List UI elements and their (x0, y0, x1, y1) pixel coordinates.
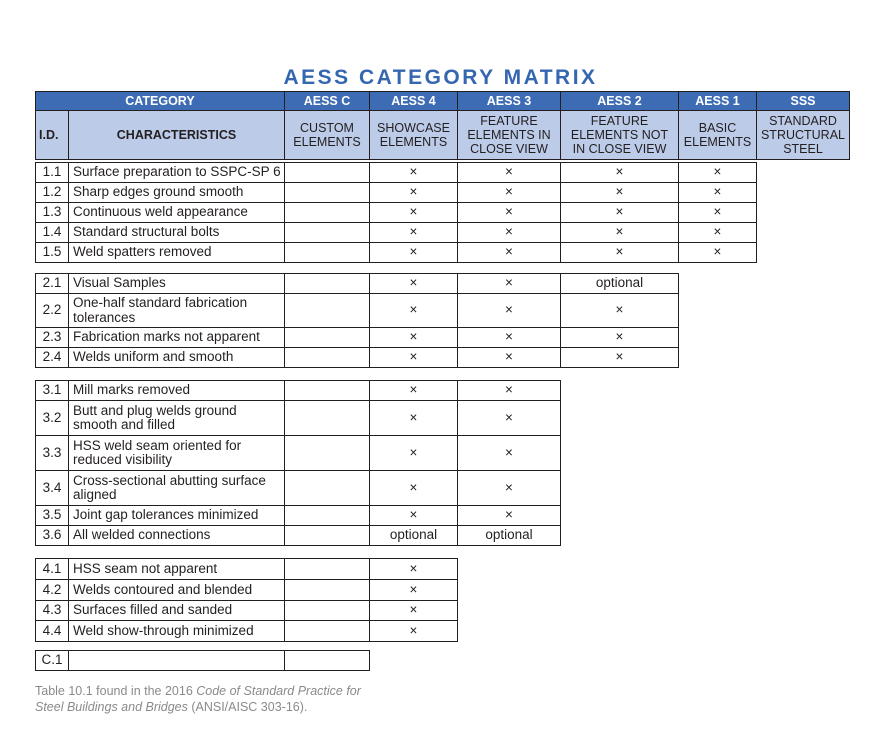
cell-aess-4: × (370, 471, 458, 506)
caption-prefix: Table 10.1 found in the 2016 (35, 684, 197, 698)
row-id: 4.1 (36, 559, 69, 580)
cell-aess-4: × (370, 243, 458, 263)
row-text-line: HSS weld seam oriented for (73, 437, 242, 453)
header-desc-line: ELEMENTS (293, 135, 361, 149)
section-3 (35, 380, 561, 546)
row-text-line: reduced visibility (73, 452, 173, 467)
cell-aess-c (285, 183, 370, 203)
section-4 (35, 558, 458, 642)
cell-aess-c (285, 348, 370, 368)
cell-aess-4: × (370, 601, 458, 621)
row-characteristic (69, 506, 285, 526)
cell-aess-4: × (370, 348, 458, 368)
header-desc-line: ELEMENTS (379, 135, 448, 149)
cell-aess-3: × (458, 243, 561, 263)
cell-aess-1: × (679, 183, 757, 203)
row-text-line: Visual Samples (73, 275, 166, 291)
row-text-line: Surfaces filled and sanded (73, 602, 233, 618)
cell-aess-1: × (679, 203, 757, 223)
table-row (36, 294, 679, 328)
header-characteristics-label: CHARACTERISTICS (69, 111, 285, 160)
row-characteristic (69, 559, 285, 580)
matrix-header (35, 91, 850, 160)
cell-aess-3: × (458, 163, 561, 183)
cell-aess-2: × (561, 223, 679, 243)
header-aess-c: AESS C (285, 92, 370, 111)
cell-aess-c (285, 526, 370, 546)
cell-aess-2: × (561, 294, 679, 328)
header-desc-line: STRUCTURAL (760, 128, 846, 142)
section-2 (35, 273, 679, 368)
cell-aess-3: × (458, 401, 561, 436)
cell-aess-3: × (458, 506, 561, 526)
cell-aess-4: × (370, 436, 458, 471)
cell-aess-2: × (561, 183, 679, 203)
cell-aess-2: optional (561, 274, 679, 294)
cell-aess-4: × (370, 203, 458, 223)
table-row (36, 203, 757, 223)
row-text-line: Continuous weld appearance (73, 204, 248, 220)
row-characteristic (69, 223, 285, 243)
cell-aess-4: × (370, 401, 458, 436)
row-characteristic (69, 471, 285, 506)
row-id: 4.4 (36, 621, 69, 642)
table-row (36, 601, 458, 621)
cell-aess-2: × (561, 348, 679, 368)
header-desc-line: STANDARD (769, 114, 837, 128)
header-desc-line: FEATURE (590, 114, 649, 128)
row-characteristic (69, 243, 285, 263)
section-c (35, 650, 370, 671)
row-characteristic (69, 580, 285, 601)
row-characteristic (69, 183, 285, 203)
cell-aess-2: × (561, 328, 679, 348)
row-text-line: tolerances (73, 309, 136, 325)
header-aess-1: AESS 1 (679, 92, 757, 111)
header-aess-4: AESS 4 (370, 92, 458, 111)
row-text-line: Sharp edges ground smooth (73, 184, 244, 200)
header-aess-2: AESS 2 (561, 92, 679, 111)
cell-aess-3: × (458, 348, 561, 368)
header-sss: SSS (757, 92, 850, 111)
table-row (36, 580, 458, 601)
cell-aess-4: × (370, 274, 458, 294)
row-id: 2.1 (36, 274, 69, 294)
row-text-line: HSS seam not apparent (73, 560, 218, 576)
cell-aess-c (285, 274, 370, 294)
table-row (36, 328, 679, 348)
table-row (36, 559, 458, 580)
row-id: 2.2 (36, 294, 69, 328)
cell-aess-3: × (458, 294, 561, 328)
cell-aess-c (285, 223, 370, 243)
cell-aess-4: × (370, 621, 458, 642)
cell-aess-c (285, 506, 370, 526)
row-id: 3.4 (36, 471, 69, 506)
row-characteristic (69, 651, 285, 671)
row-text-line: Surface preparation to SSPC-SP 6 (73, 164, 281, 180)
table-row (36, 183, 757, 203)
row-characteristic (69, 526, 285, 546)
row-id: 3.5 (36, 506, 69, 526)
cell-aess-4: × (370, 580, 458, 601)
cell-aess-3: × (458, 223, 561, 243)
table-row (36, 348, 679, 368)
cell-aess-c (285, 381, 370, 401)
table-caption (35, 683, 375, 715)
row-id: 1.1 (36, 163, 69, 183)
header-desc-line: ELEMENTS (683, 135, 752, 149)
cell-aess-c (285, 601, 370, 621)
cell-aess-3: optional (458, 526, 561, 546)
cell-aess-2: × (561, 203, 679, 223)
row-characteristic (69, 381, 285, 401)
row-id: 3.6 (36, 526, 69, 546)
row-id: 1.3 (36, 203, 69, 223)
row-text-line: aligned (73, 487, 117, 502)
page-title: AESS CATEGORY MATRIX (283, 66, 598, 89)
caption-suffix: (ANSI/AISC 303-16). (187, 700, 308, 714)
table-row (36, 526, 561, 546)
header-desc-line: CUSTOM (300, 121, 354, 135)
header-id-label: I.D. (36, 111, 69, 160)
row-characteristic (69, 621, 285, 642)
header-desc-line: IN CLOSE VIEW (572, 142, 667, 156)
cell-aess-2: × (561, 163, 679, 183)
cell-aess-c (285, 471, 370, 506)
row-id: 2.4 (36, 348, 69, 368)
row-characteristic (69, 294, 285, 328)
header-desc-sss (757, 111, 850, 160)
row-characteristic (69, 401, 285, 436)
table-row (36, 223, 757, 243)
header-desc-line: FEATURE (480, 114, 538, 128)
cell-aess-c (285, 436, 370, 471)
row-text-line: Butt and plug welds ground (73, 402, 237, 418)
cell-aess-4: × (370, 183, 458, 203)
row-text-line: Mill marks removed (73, 382, 191, 398)
cell-aess-4: × (370, 328, 458, 348)
cell-aess-3: × (458, 183, 561, 203)
cell-aess-c (285, 163, 370, 183)
header-desc-aess-4 (370, 111, 458, 160)
cell-aess-4: optional (370, 526, 458, 546)
row-id: 1.2 (36, 183, 69, 203)
row-text-line: Welds contoured and blended (73, 581, 253, 597)
header-desc-line: CLOSE VIEW (470, 142, 548, 156)
row-text-line: One-half standard fabrication (73, 295, 248, 310)
cell-aess-c (285, 580, 370, 601)
cell-aess-1: × (679, 163, 757, 183)
row-id: 2.3 (36, 328, 69, 348)
row-id: 3.1 (36, 381, 69, 401)
cell-aess-3: × (458, 203, 561, 223)
table-row (36, 471, 561, 506)
section-1 (35, 162, 757, 263)
cell-aess-4: × (370, 559, 458, 580)
cell-aess-c (285, 401, 370, 436)
header-desc-line: BASIC (698, 121, 737, 135)
row-id: 3.2 (36, 401, 69, 436)
cell-aess-1: × (679, 243, 757, 263)
cell-aess-4: × (370, 506, 458, 526)
header-desc-aess-1 (679, 111, 757, 160)
header-desc-line: ELEMENTS IN (467, 128, 551, 142)
cell-aess-3: × (458, 328, 561, 348)
row-text-line: smooth and filled (73, 417, 176, 432)
caption-italic: Code of Standard Practice for Steel Buildings and Bridges (35, 684, 361, 714)
table-row (36, 436, 561, 471)
cell-aess-4: × (370, 163, 458, 183)
header-desc-line: STEEL (783, 142, 823, 156)
table-row (36, 163, 757, 183)
cell-aess-3: × (458, 471, 561, 506)
row-text-line: Fabrication marks not apparent (73, 329, 260, 345)
cell-aess-3: × (458, 381, 561, 401)
row-text-line: Weld spatters removed (73, 244, 212, 260)
row-characteristic (69, 203, 285, 223)
table-row (36, 381, 561, 401)
row-id: 4.2 (36, 580, 69, 601)
header-category: CATEGORY (36, 92, 285, 111)
row-text-line: Welds uniform and smooth (73, 349, 234, 365)
table-row (36, 274, 679, 294)
header-desc-aess-3 (458, 111, 561, 160)
row-characteristic (69, 436, 285, 471)
row-text-line: All welded connections (73, 527, 211, 543)
cell-aess-3: × (458, 436, 561, 471)
row-characteristic (69, 274, 285, 294)
row-text-line: Weld show-through minimized (73, 622, 254, 638)
row-id: 4.3 (36, 601, 69, 621)
table-row (36, 506, 561, 526)
row-characteristic (69, 348, 285, 368)
cell-aess-1: × (679, 223, 757, 243)
cell-aess-c (285, 559, 370, 580)
header-aess-3: AESS 3 (458, 92, 561, 111)
row-text-line: Standard structural bolts (73, 224, 220, 240)
cell-aess-c (285, 621, 370, 642)
table-row (36, 243, 757, 263)
cell-aess-4: × (370, 381, 458, 401)
row-id: C.1 (36, 651, 69, 671)
table-row (36, 401, 561, 436)
row-text-line: Cross-sectional abutting surface (73, 472, 266, 488)
cell-aess-c (285, 203, 370, 223)
row-id: 3.3 (36, 436, 69, 471)
table-row (36, 651, 370, 671)
header-desc-aess-c (285, 111, 370, 160)
cell-aess-4: × (370, 223, 458, 243)
cell-aess-2: × (561, 243, 679, 263)
table-row (36, 621, 458, 642)
header-desc-aess-2 (561, 111, 679, 160)
cell-aess-c (285, 651, 370, 671)
cell-aess-c (285, 328, 370, 348)
row-characteristic (69, 328, 285, 348)
row-id: 1.4 (36, 223, 69, 243)
row-characteristic (69, 163, 285, 183)
header-desc-line: ELEMENTS NOT (570, 128, 669, 142)
cell-aess-4: × (370, 294, 458, 328)
row-id: 1.5 (36, 243, 69, 263)
cell-aess-c (285, 294, 370, 328)
row-text-line: Joint gap tolerances minimized (73, 507, 259, 523)
cell-aess-3: × (458, 274, 561, 294)
row-characteristic (69, 601, 285, 621)
header-desc-line: SHOWCASE (377, 121, 450, 135)
cell-aess-c (285, 243, 370, 263)
